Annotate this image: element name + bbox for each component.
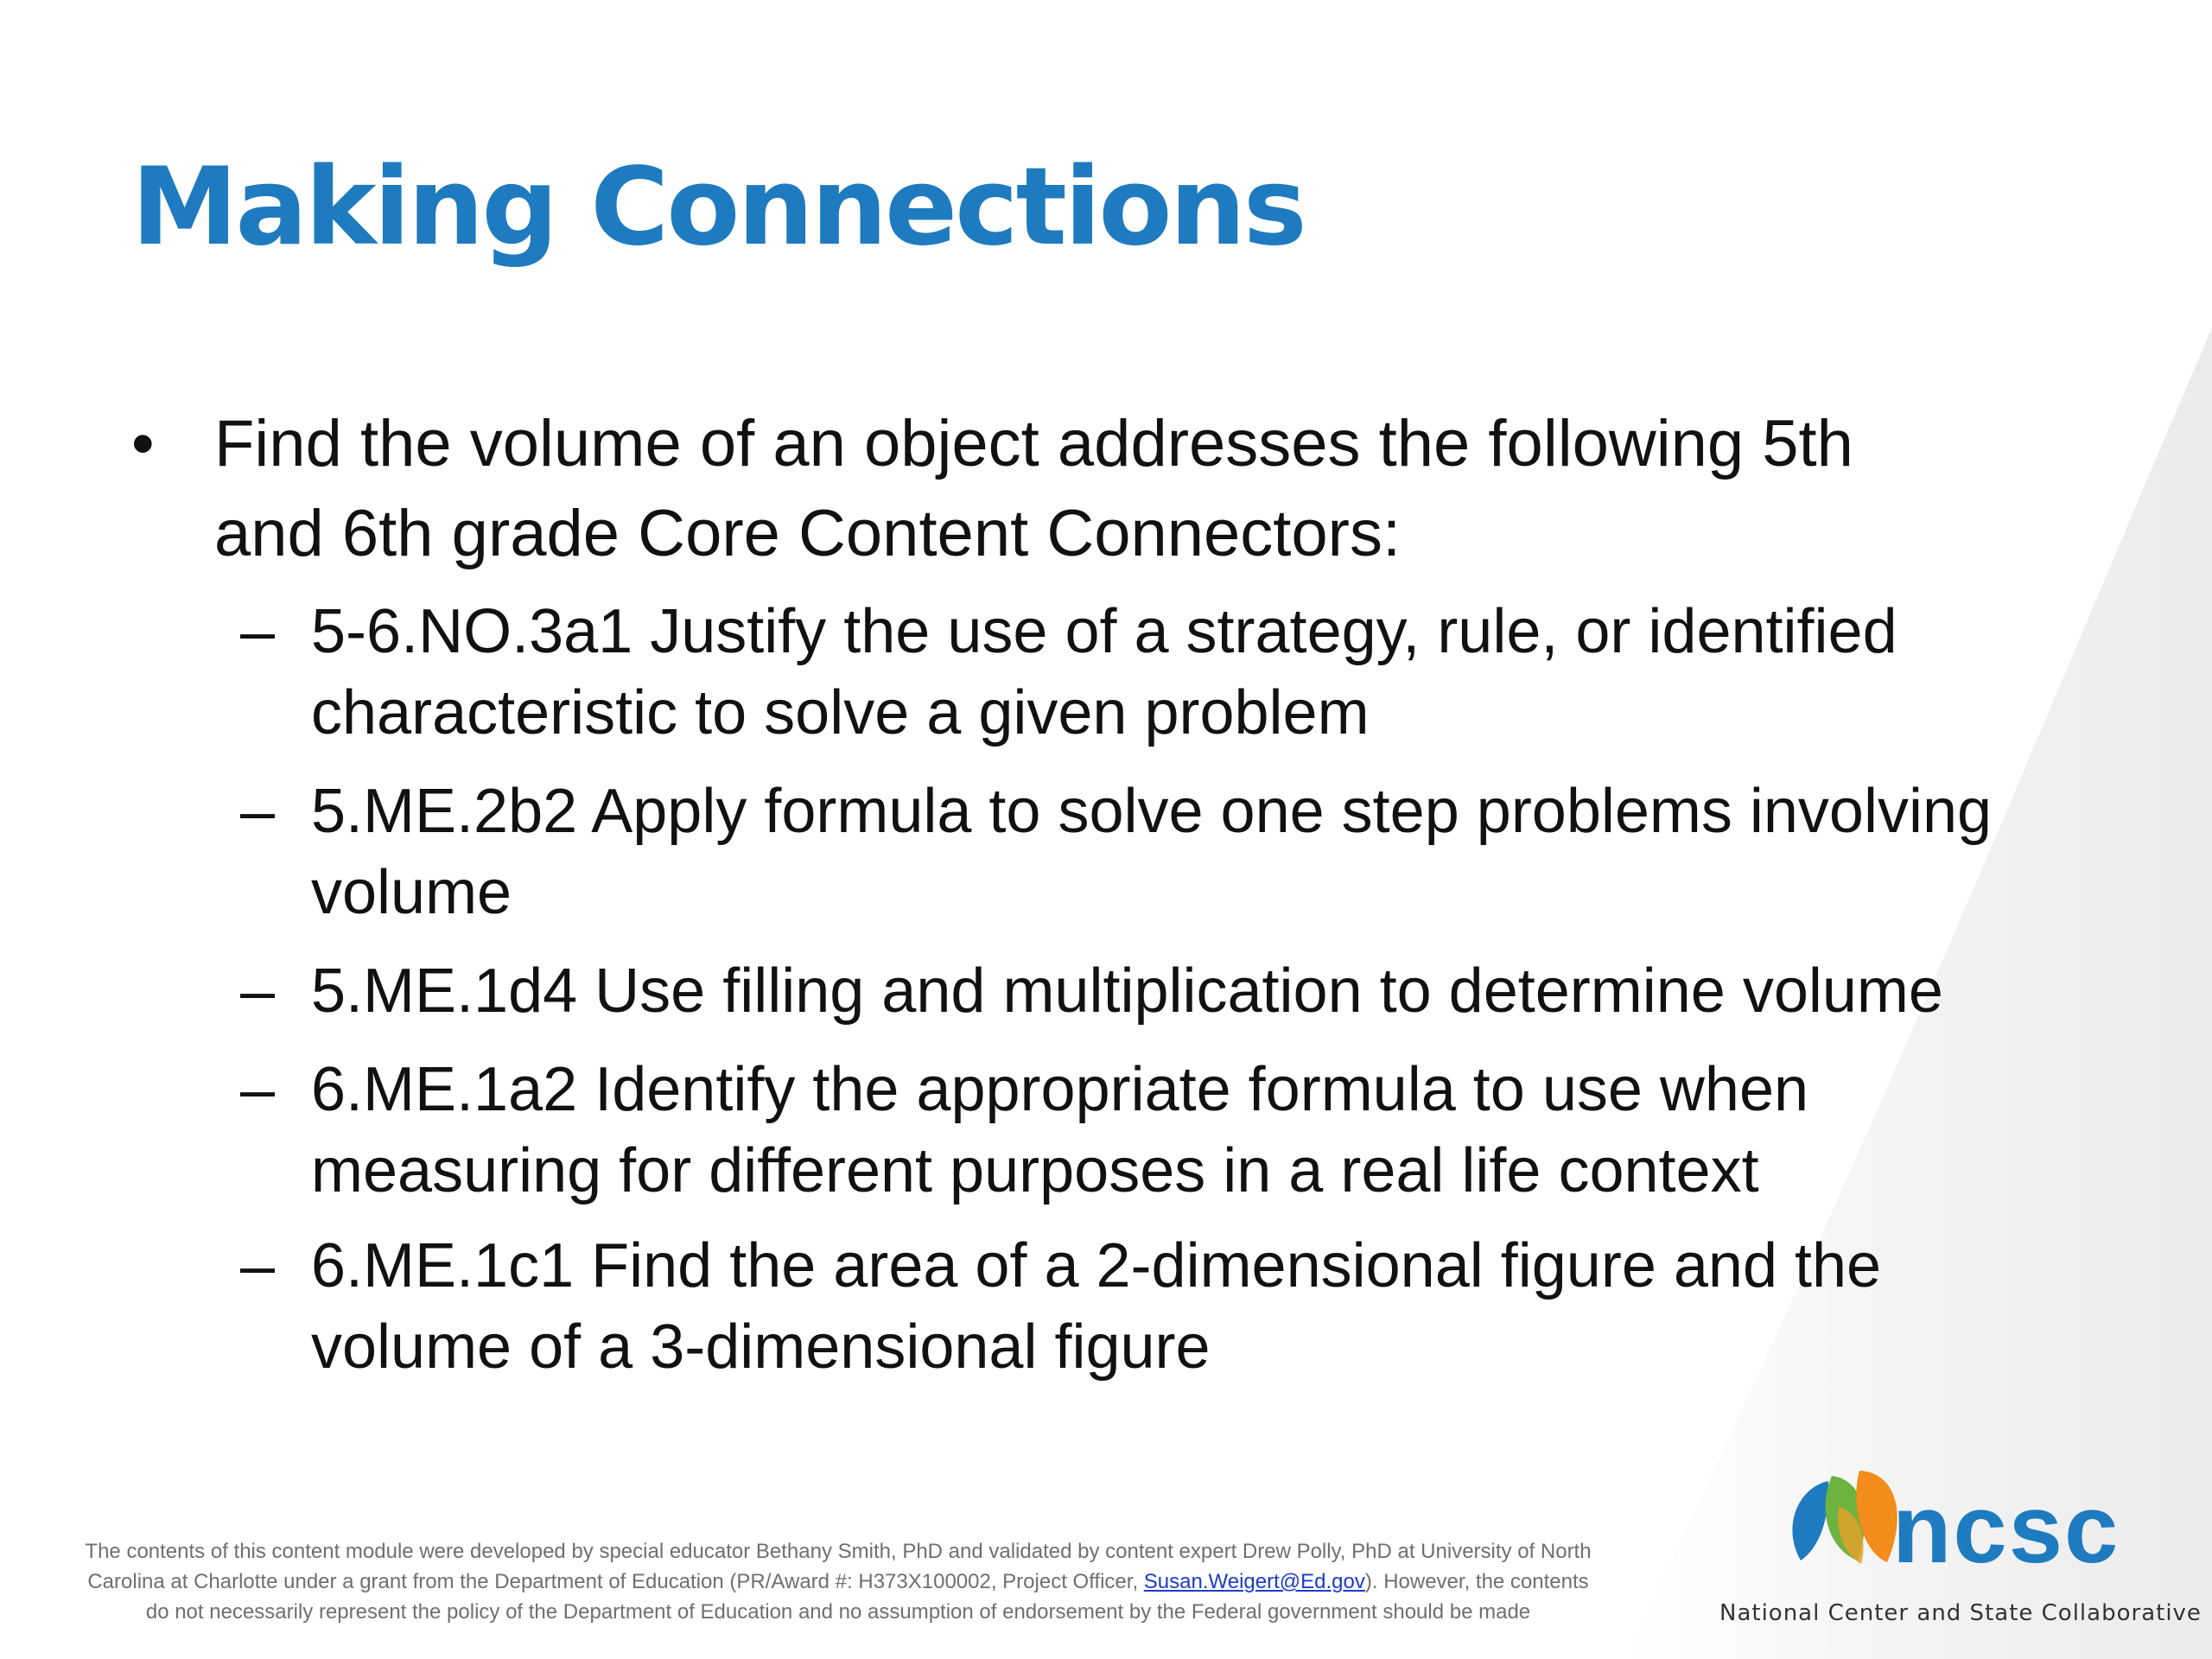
- subitem-line: volume of a 3-dimensional figure: [311, 1313, 1211, 1382]
- bullet-marker: •: [131, 407, 155, 480]
- bullet-line: and 6th grade Core Content Connectors:: [214, 497, 1402, 570]
- footer-line: do not necessarily represent the policy of the Department of Education and no assumption of endorsement by the Federal government should be made: [145, 1600, 1531, 1624]
- subitem-text: [311, 1225, 2169, 1388]
- logo-tagline: National Center and State Collaborative: [1719, 1600, 2202, 1626]
- subitem-line: 5.ME.2b2 Apply formula to solve one step problems involving: [311, 777, 1993, 846]
- footer-line: The contents of this content module were developed by special educator Bethany Smith, PhD and validated by content expert Drew Polly, PhD at University of North: [85, 1540, 1592, 1563]
- subitem-line: 5-6.NO.3a1 Justify the use of a strategy, rule, or identified: [311, 597, 1897, 666]
- subitem-text: [311, 950, 2169, 1032]
- subitem-line: 6.ME.1a2 Identify the appropriate formula to use when: [311, 1055, 1809, 1124]
- subitem-line: 5.ME.1d4 Use filling and multiplication to determine volume: [311, 957, 1943, 1026]
- subitem-text: [311, 591, 2169, 753]
- footer-line: [0, 1567, 1676, 1597]
- bullet-line: Find the volume of an object addresses the following 5th: [214, 407, 1853, 480]
- subitem-text: [311, 771, 2169, 933]
- logo-wordmark: ncsc: [1892, 1475, 2120, 1583]
- slide-title: Making Connections: [131, 145, 1305, 270]
- footer-line-text: ). However, the contents: [1364, 1570, 1589, 1593]
- dash-marker: –: [240, 597, 276, 666]
- footer-line-text: Carolina at Charlotte under a grant from the Department of Education (PR/Award #: H373X100002, Project Officer,: [87, 1570, 1144, 1593]
- dash-marker: –: [240, 1231, 276, 1300]
- bullet-text: [214, 399, 2115, 579]
- subitem-line: volume: [311, 858, 512, 927]
- footer-disclaimer: [0, 1536, 1676, 1627]
- dash-marker: –: [240, 957, 276, 1026]
- subitem-text: [311, 1049, 2169, 1211]
- email-link[interactable]: Susan.Weigert@Ed.gov: [1143, 1570, 1365, 1593]
- dash-marker: –: [240, 1055, 276, 1124]
- dash-marker: –: [240, 777, 276, 846]
- subitem-line: measuring for different purposes in a real life context: [311, 1136, 1759, 1205]
- subitem-line: characteristic to solve a given problem: [311, 678, 1370, 747]
- subitem-line: 6.ME.1c1 Find the area of a 2-dimensional figure and the: [311, 1231, 1882, 1300]
